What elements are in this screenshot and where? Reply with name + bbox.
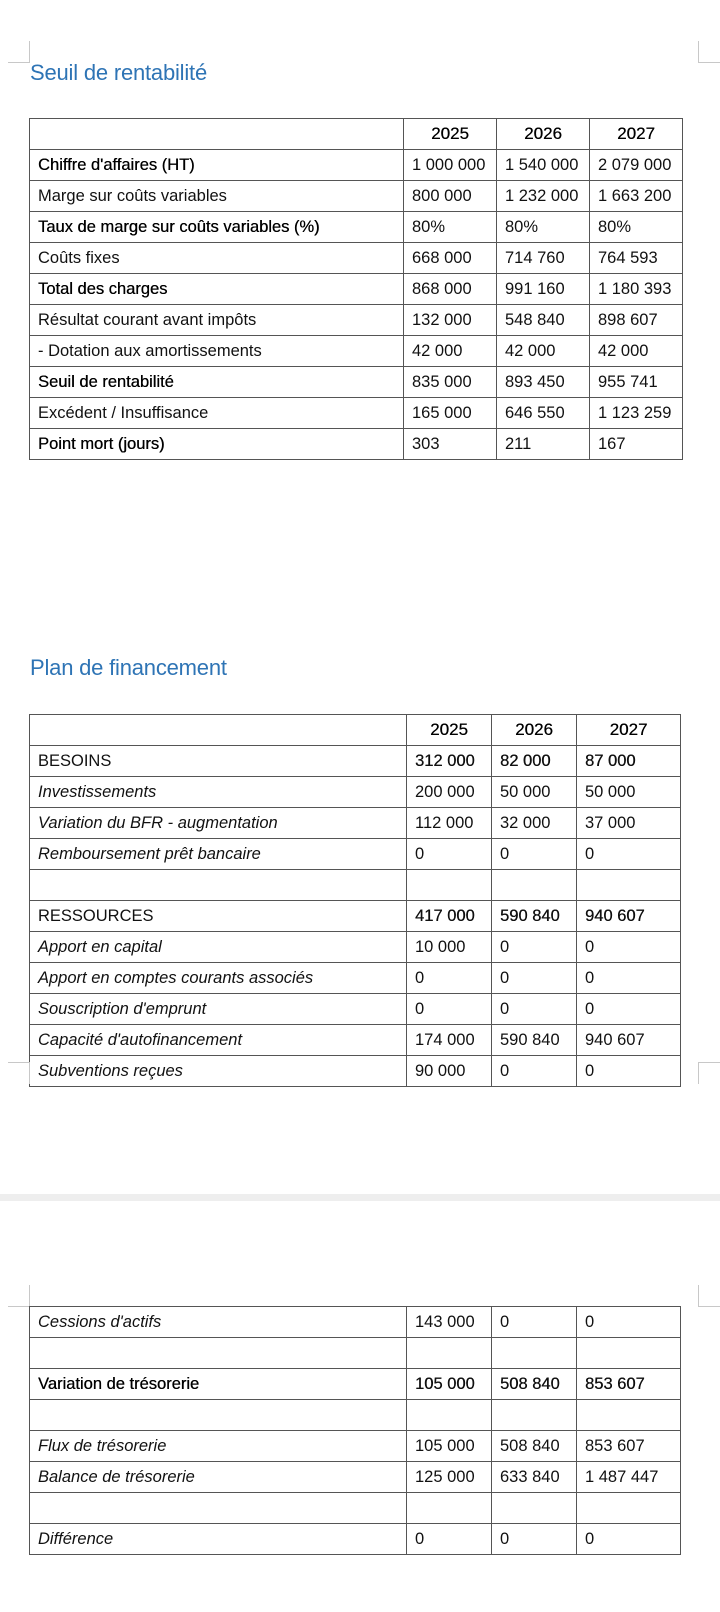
row-label: Chiffre d'affaires (HT)	[30, 150, 404, 181]
cell-value: 0	[577, 994, 681, 1025]
margin-corner-mark	[698, 41, 720, 63]
row-label: Investissements	[30, 777, 407, 808]
cell-value: 1 180 393	[590, 274, 683, 305]
cell-value	[577, 1493, 681, 1524]
cell-value: 835 000	[404, 367, 497, 398]
table-row	[30, 1056, 681, 1087]
cell-value	[492, 1493, 577, 1524]
cell-value: 508 840	[492, 1431, 577, 1462]
row-label: Taux de marge sur coûts variables (%)	[30, 212, 404, 243]
plan-financement-table	[29, 714, 681, 1087]
cell-value: 893 450	[497, 367, 590, 398]
cell-value: 0	[577, 839, 681, 870]
cell-value: 764 593	[590, 243, 683, 274]
row-label: Balance de trésorerie	[30, 1462, 407, 1493]
table-row-empty	[30, 870, 681, 901]
column-header-year: 2025	[404, 119, 497, 150]
row-label: Variation de trésorerie	[30, 1369, 407, 1400]
cell-value: 940 607	[577, 901, 681, 932]
cell-value: 303	[404, 429, 497, 460]
cell-value	[407, 1400, 492, 1431]
cell-value: 1 540 000	[497, 150, 590, 181]
row-label: Variation du BFR - augmentation	[30, 808, 407, 839]
row-label	[30, 870, 407, 901]
cell-value: 0	[407, 963, 492, 994]
table-row	[30, 1307, 681, 1338]
table-row-empty	[30, 1493, 681, 1524]
table-header-row	[30, 119, 683, 150]
plan-financement-table-continued	[29, 1306, 681, 1555]
column-header-year: 2026	[492, 715, 577, 746]
cell-value: 898 607	[590, 305, 683, 336]
table-header-row	[30, 715, 681, 746]
cell-value: 868 000	[404, 274, 497, 305]
column-header-year: 2027	[577, 715, 681, 746]
cell-value: 132 000	[404, 305, 497, 336]
cell-value: 417 000	[407, 901, 492, 932]
cell-value: 80%	[497, 212, 590, 243]
cell-value: 0	[577, 963, 681, 994]
cell-value: 1 000 000	[404, 150, 497, 181]
table-row-besoins	[30, 746, 681, 777]
table-row	[30, 1431, 681, 1462]
cell-value: 10 000	[407, 932, 492, 963]
table-row-empty	[30, 1400, 681, 1431]
cell-value: 633 840	[492, 1462, 577, 1493]
table-row	[30, 367, 683, 398]
column-header-year: 2025	[407, 715, 492, 746]
table-row	[30, 839, 681, 870]
table-row	[30, 1025, 681, 1056]
margin-corner-mark	[8, 41, 30, 63]
cell-value: 590 840	[492, 1025, 577, 1056]
cell-value: 0	[492, 1524, 577, 1555]
cell-value: 143 000	[407, 1307, 492, 1338]
row-label	[30, 1338, 407, 1369]
page-separator	[0, 1194, 720, 1201]
margin-corner-mark	[698, 1062, 720, 1084]
cell-value	[407, 870, 492, 901]
cell-value	[492, 870, 577, 901]
cell-value: 105 000	[407, 1369, 492, 1400]
cell-value	[577, 1400, 681, 1431]
cell-value: 940 607	[577, 1025, 681, 1056]
cell-value: 50 000	[492, 777, 577, 808]
cell-value: 87 000	[577, 746, 681, 777]
table-row	[30, 963, 681, 994]
cell-value	[492, 1338, 577, 1369]
cell-value: 548 840	[497, 305, 590, 336]
cell-value: 0	[577, 1307, 681, 1338]
table-row	[30, 808, 681, 839]
row-label: Point mort (jours)	[30, 429, 404, 460]
cell-value: 42 000	[404, 336, 497, 367]
cell-value	[492, 1400, 577, 1431]
row-label: Coûts fixes	[30, 243, 404, 274]
row-label: Marge sur coûts variables	[30, 181, 404, 212]
table-row	[30, 305, 683, 336]
cell-value: 167	[590, 429, 683, 460]
cell-value: 853 607	[577, 1431, 681, 1462]
cell-value: 0	[577, 1056, 681, 1087]
cell-value: 1 487 447	[577, 1462, 681, 1493]
cell-value: 37 000	[577, 808, 681, 839]
row-label: Différence	[30, 1524, 407, 1555]
cell-value: 853 607	[577, 1369, 681, 1400]
cell-value: 1 232 000	[497, 181, 590, 212]
cell-value: 80%	[590, 212, 683, 243]
seuil-rentabilite-table	[29, 118, 683, 460]
cell-value: 646 550	[497, 398, 590, 429]
table-row	[30, 429, 683, 460]
cell-value: 174 000	[407, 1025, 492, 1056]
column-header-year: 2026	[497, 119, 590, 150]
table-row-variation-tresorerie	[30, 1369, 681, 1400]
cell-value: 80%	[404, 212, 497, 243]
table-row	[30, 932, 681, 963]
cell-value: 0	[492, 839, 577, 870]
cell-value: 112 000	[407, 808, 492, 839]
row-label: Subventions reçues	[30, 1056, 407, 1087]
table-row	[30, 398, 683, 429]
cell-value	[407, 1493, 492, 1524]
row-label: Apport en comptes courants associés	[30, 963, 407, 994]
margin-corner-mark	[8, 1062, 30, 1084]
cell-value: 312 000	[407, 746, 492, 777]
cell-value: 0	[407, 839, 492, 870]
row-label: Capacité d'autofinancement	[30, 1025, 407, 1056]
table-row	[30, 1462, 681, 1493]
margin-corner-mark	[8, 1285, 30, 1307]
margin-corner-mark	[698, 1285, 720, 1307]
cell-value: 2 079 000	[590, 150, 683, 181]
row-label: Cessions d'actifs	[30, 1307, 407, 1338]
cell-value: 991 160	[497, 274, 590, 305]
table-row	[30, 150, 683, 181]
row-label: Souscription d'emprunt	[30, 994, 407, 1025]
cell-value: 42 000	[497, 336, 590, 367]
cell-value: 105 000	[407, 1431, 492, 1462]
cell-value: 50 000	[577, 777, 681, 808]
row-label	[30, 1400, 407, 1431]
cell-value: 0	[407, 994, 492, 1025]
cell-value: 1 663 200	[590, 181, 683, 212]
table-row-empty	[30, 1338, 681, 1369]
cell-value: 165 000	[404, 398, 497, 429]
cell-value: 0	[492, 1056, 577, 1087]
cell-value: 0	[492, 963, 577, 994]
row-label: Total des charges	[30, 274, 404, 305]
cell-value	[577, 870, 681, 901]
row-label: Flux de trésorerie	[30, 1431, 407, 1462]
table-row	[30, 243, 683, 274]
cell-value: 0	[492, 994, 577, 1025]
row-label: Seuil de rentabilité	[30, 367, 404, 398]
row-label: - Dotation aux amortissements	[30, 336, 404, 367]
cell-value	[577, 1338, 681, 1369]
cell-value: 82 000	[492, 746, 577, 777]
cell-value: 0	[577, 1524, 681, 1555]
cell-value: 508 840	[492, 1369, 577, 1400]
row-label: RESSOURCES	[30, 901, 407, 932]
cell-value: 32 000	[492, 808, 577, 839]
cell-value: 800 000	[404, 181, 497, 212]
cell-value: 0	[577, 932, 681, 963]
cell-value: 955 741	[590, 367, 683, 398]
cell-value: 1 123 259	[590, 398, 683, 429]
cell-value: 714 760	[497, 243, 590, 274]
cell-value	[407, 1338, 492, 1369]
row-label: Remboursement prêt bancaire	[30, 839, 407, 870]
cell-value: 211	[497, 429, 590, 460]
cell-value: 668 000	[404, 243, 497, 274]
cell-value: 0	[407, 1524, 492, 1555]
table-row	[30, 274, 683, 305]
row-label: Excédent / Insuffisance	[30, 398, 404, 429]
document-page-2	[0, 1201, 720, 1612]
row-label: Apport en capital	[30, 932, 407, 963]
column-header-year: 2027	[590, 119, 683, 150]
table-row	[30, 181, 683, 212]
section-title-seuil-rentabilite: Seuil de rentabilité	[30, 60, 208, 85]
section-title-plan-financement: Plan de financement	[30, 655, 227, 680]
cell-value: 42 000	[590, 336, 683, 367]
cell-value: 590 840	[492, 901, 577, 932]
cell-value: 0	[492, 1307, 577, 1338]
row-label: Résultat courant avant impôts	[30, 305, 404, 336]
row-label: BESOINS	[30, 746, 407, 777]
cell-value: 0	[492, 932, 577, 963]
table-row	[30, 1524, 681, 1555]
cell-value: 125 000	[407, 1462, 492, 1493]
table-row	[30, 777, 681, 808]
table-row	[30, 336, 683, 367]
row-label	[30, 1493, 407, 1524]
cell-value: 90 000	[407, 1056, 492, 1087]
table-row-ressources	[30, 901, 681, 932]
table-row	[30, 994, 681, 1025]
table-row	[30, 212, 683, 243]
cell-value: 200 000	[407, 777, 492, 808]
